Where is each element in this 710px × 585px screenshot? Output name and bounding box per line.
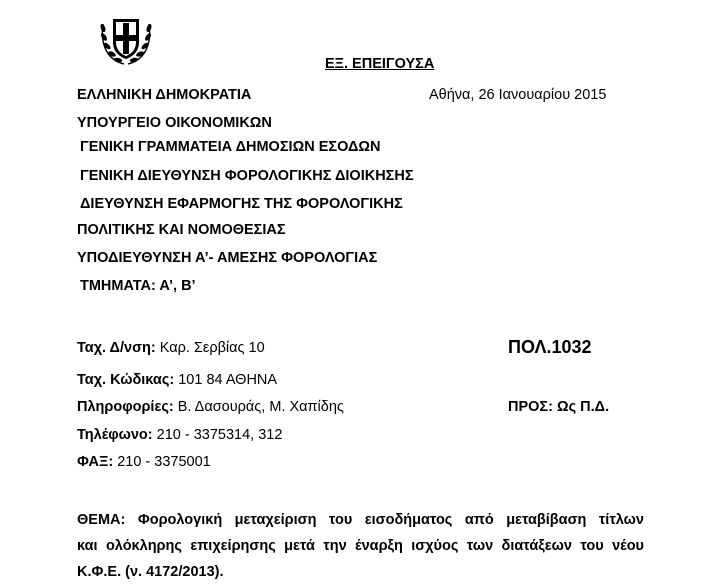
fax-value: 210 - 3375001: [117, 454, 211, 470]
postal-row: [77, 372, 277, 388]
authority-line-4: ΓΕΝΙΚΗ ΔΙΕΥΘΥΝΣΗ ΦΟΡΟΛΟΓΙΚΗΣ ΔΙΟΙΚΗΣΗΣ: [80, 168, 414, 184]
address-label: Ταχ. Δ/νση:: [77, 340, 156, 356]
urgent-label: ΕΞ. ΕΠΕΙΓΟΥΣΑ: [325, 56, 435, 72]
phone-value: 210 - 3375314, 312: [156, 427, 283, 443]
authority-line-5: ΔΙΕΥΘΥΝΣΗ ΕΦΑΡΜΟΓΗΣ ΤΗΣ ΦΟΡΟΛΟΓΙΚΗΣ: [80, 196, 403, 212]
authority-line-7: ΥΠΟΔΙΕΥΘΥΝΣΗ Α’- ΑΜΕΣΗΣ ΦΟΡΟΛΟΓΙΑΣ: [77, 250, 378, 266]
subject-line-3: Κ.Φ.Ε. (ν. 4172/2013).: [77, 564, 224, 580]
greek-coat-of-arms-icon: [94, 10, 158, 68]
fax-row: [77, 454, 211, 470]
authority-line-8: ΤΜΗΜΑΤΑ: Α’, Β’: [80, 278, 196, 294]
subject-block: [77, 507, 644, 585]
authority-line-2: ΥΠΟΥΡΓΕΙΟ ΟΙΚΟΝΟΜΙΚΩΝ: [77, 115, 272, 131]
phone-row: [77, 427, 282, 443]
info-value: Β. Δασουράς, Μ. Χαπίδης: [177, 399, 344, 415]
authority-line-3: ΓΕΝΙΚΗ ΓΡΑΜΜΑΤΕΙΑ ΔΗΜΟΣΙΩΝ ΕΣΟΔΩΝ: [80, 139, 381, 155]
address-value: Καρ. Σερβίας 10: [159, 340, 265, 356]
authority-line-1: ΕΛΛΗΝΙΚΗ ΔΗΜΟΚΡΑΤΙΑ: [77, 87, 252, 103]
info-row: [77, 399, 344, 415]
fax-label: ΦΑΞ:: [77, 454, 114, 470]
reference-number: ΠΟΛ.1032: [508, 337, 592, 357]
info-label: Πληροφορίες:: [77, 399, 174, 415]
phone-label: Τηλέφωνο:: [77, 427, 153, 443]
postal-value: 101 84 ΑΘΗΝΑ: [178, 372, 278, 388]
postal-label: Ταχ. Κώδικας:: [77, 372, 175, 388]
subject-line-2: και ολόκληρης επιχείρησης μετά την έναρξη ισχύος των διατάξεων του νέου: [77, 538, 644, 554]
subject-line-1: ΘΕΜΑ: Φορολογική μεταχείριση του εισοδήματος από μεταβίβαση τίτλων: [77, 512, 644, 528]
authority-line-6: ΠΟΛΙΤΙΚΗΣ ΚΑΙ ΝΟΜΟΘΕΣΙΑΣ: [77, 222, 286, 238]
recipient: ΠΡΟΣ: Ως Π.Δ.: [508, 399, 610, 415]
address-row: [77, 340, 265, 356]
date-line: Αθήνα, 26 Ιανουαρίου 2015: [429, 87, 607, 103]
